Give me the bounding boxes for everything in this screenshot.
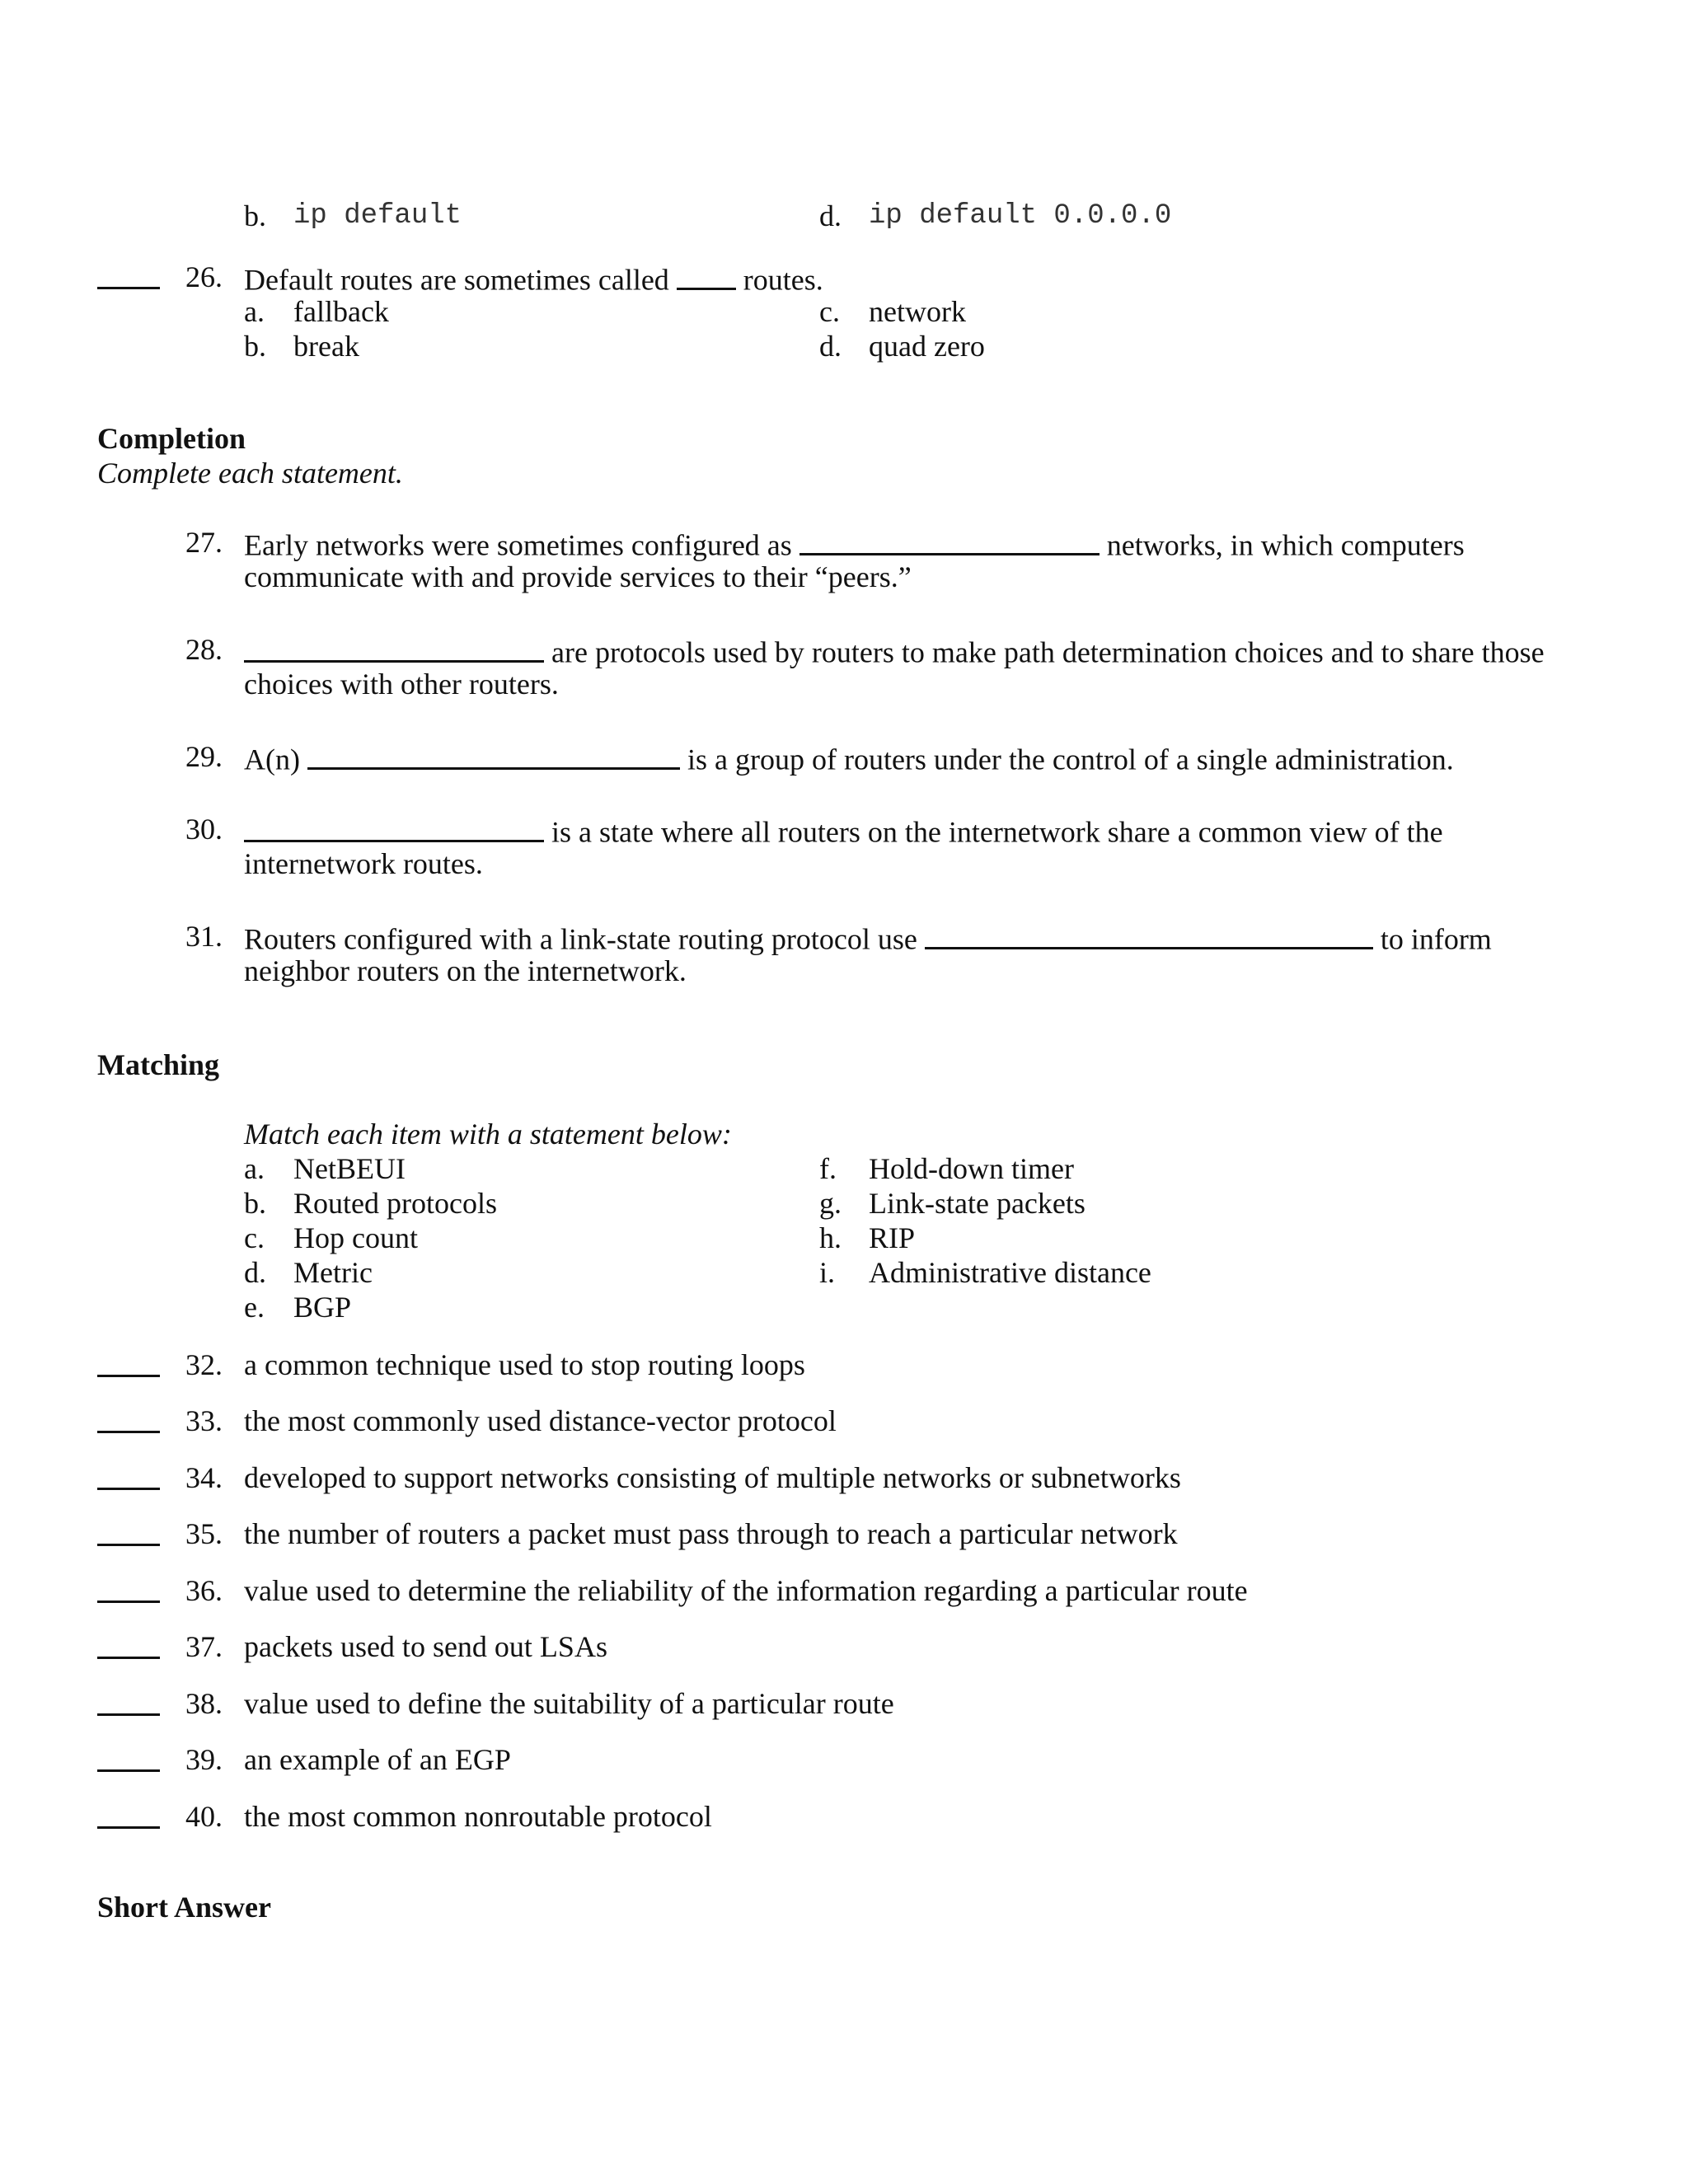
choice-letter: c. (244, 1221, 265, 1254)
choice-letter: a. (244, 1152, 265, 1185)
fill-blank-31[interactable] (925, 921, 1373, 949)
option-text: ip default 0.0.0.0 (869, 200, 1172, 232)
section-instruction: Match each item with a statement below: (244, 1118, 732, 1151)
statement-text: Routers configured with a link-state routing protocol use (244, 922, 917, 956)
fill-blank-29[interactable] (307, 742, 680, 770)
question-number: 30. (185, 813, 223, 846)
completion-statement-27 (244, 527, 1465, 560)
option-letter: a. (244, 295, 265, 328)
statement-text: choices with other routers. (244, 668, 559, 701)
fill-blank-30[interactable] (244, 814, 544, 842)
choice-text: Hold-down timer (869, 1152, 1074, 1185)
choice-text: Link-state packets (869, 1187, 1085, 1220)
choice-text: Routed protocols (293, 1187, 497, 1220)
question-stem-26 (244, 262, 823, 295)
question-number: 37. (185, 1630, 223, 1663)
matching-statement: value used to determine the reliability of the information regarding a particular route (244, 1574, 1248, 1607)
matching-statement: the most commonly used distance-vector protocol (244, 1404, 837, 1437)
fill-blank-27[interactable] (799, 527, 1100, 555)
matching-statement: the most common nonroutable protocol (244, 1800, 712, 1833)
matching-statement: value used to define the suitability of a particular route (244, 1687, 894, 1720)
statement-text: neighbor routers on the internetwork. (244, 954, 687, 987)
completion-statement-28 (244, 635, 1545, 668)
statement-text: are protocols used by routers to make path determination choices and to share those (551, 635, 1545, 669)
option-text: quad zero (869, 330, 985, 363)
choice-text: BGP (293, 1291, 352, 1324)
option-letter: b. (244, 330, 266, 363)
choice-text: RIP (869, 1221, 916, 1254)
matching-statement: the number of routers a packet must pass through to reach a particular network (244, 1517, 1178, 1550)
matching-statement: an example of an EGP (244, 1743, 511, 1776)
option-letter: d. (819, 330, 842, 363)
statement-text: A(n) (244, 743, 300, 776)
question-number: 40. (185, 1800, 223, 1833)
option-letter: d. (819, 199, 842, 232)
choice-letter: d. (244, 1256, 266, 1289)
choice-letter: b. (244, 1187, 266, 1220)
matching-statement: packets used to send out LSAs (244, 1630, 607, 1663)
stem-text: Default routes are sometimes called (244, 263, 669, 297)
question-number: 27. (185, 526, 223, 559)
option-text: network (869, 295, 966, 328)
statement-text: to inform (1380, 922, 1492, 956)
statement-text: Early networks were sometimes configured as (244, 528, 792, 562)
choice-letter: e. (244, 1291, 265, 1324)
statement-text: networks, in which computers (1106, 528, 1465, 562)
section-heading-short-answer: Short Answer (97, 1891, 272, 1924)
fill-blank-28[interactable] (244, 635, 544, 663)
question-number: 29. (185, 740, 223, 773)
question-number: 28. (185, 633, 223, 666)
question-number: 33. (185, 1404, 223, 1437)
choice-letter: g. (819, 1187, 842, 1220)
choice-letter: h. (819, 1221, 842, 1254)
choice-letter: f. (819, 1152, 837, 1185)
completion-statement-30 (244, 814, 1443, 847)
statement-text: is a state where all routers on the internetwork share a common view of the (551, 815, 1443, 849)
choice-text: NetBEUI (293, 1152, 406, 1185)
question-number: 36. (185, 1574, 223, 1607)
statement-text: internetwork routes. (244, 847, 483, 880)
stem-text: routes. (743, 263, 823, 297)
statement-text: communicate with and provide services to their “peers.” (244, 560, 912, 593)
matching-statement: a common technique used to stop routing loops (244, 1348, 805, 1381)
choice-text: Hop count (293, 1221, 418, 1254)
choice-text: Metric (293, 1256, 373, 1289)
choice-letter: i. (819, 1256, 836, 1289)
option-text: fallback (293, 295, 389, 328)
completion-statement-31 (244, 921, 1492, 954)
section-instruction: Complete each statement. (97, 457, 403, 490)
option-text: ip default (293, 200, 462, 232)
question-number: 34. (185, 1461, 223, 1494)
question-number: 26. (185, 260, 223, 293)
question-number: 35. (185, 1517, 223, 1550)
completion-statement-29 (244, 742, 1454, 775)
option-letter: b. (244, 199, 266, 232)
option-text: break (293, 330, 359, 363)
section-heading-matching: Matching (97, 1048, 219, 1081)
question-number: 38. (185, 1687, 223, 1720)
question-number: 31. (185, 920, 223, 953)
matching-statement: developed to support networks consisting of multiple networks or subnetworks (244, 1461, 1181, 1494)
choice-text: Administrative distance (869, 1256, 1151, 1289)
question-number: 39. (185, 1743, 223, 1776)
section-heading-completion: Completion (97, 422, 246, 455)
inline-blank (677, 262, 736, 290)
option-letter: c. (819, 295, 840, 328)
question-number: 32. (185, 1348, 223, 1381)
statement-text: is a group of routers under the control of a single administration. (687, 743, 1454, 776)
